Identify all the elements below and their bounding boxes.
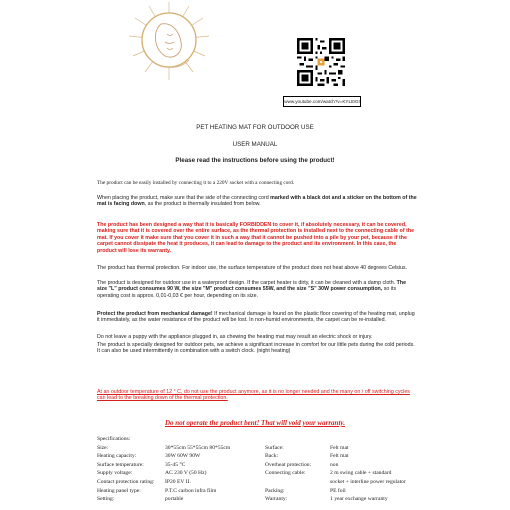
spec-label: Surface temperature: bbox=[97, 461, 144, 468]
spec-label: Warranty: bbox=[265, 496, 288, 503]
spec-value: 30W 60W 90W bbox=[165, 453, 201, 460]
spec-label: Size: bbox=[97, 444, 109, 451]
spec-value: socket + interline power regulator bbox=[330, 478, 406, 485]
spec-value: 1 year exchange warranty bbox=[330, 496, 388, 503]
spec-label: Overheat protection: bbox=[265, 461, 312, 468]
spec-value: IP20 EV II. bbox=[165, 478, 191, 485]
spec-value: AC 230 V (50 Hz) bbox=[165, 470, 207, 477]
spec-label: Connecting cable: bbox=[265, 470, 306, 477]
spec-label: Setting: bbox=[97, 496, 115, 503]
outdoor-use-paragraph: The product is designed for outdoor use in a waterproof design. If the carpet heater is dirty, it can be cleaned with a damp cloth. The size "L" product consumes 90 W, the size "M" product consumes 55W, and the size "S" 30W power consumption, so its operating cost is approx. 0,01-0,03 € per hour, depending on its size. bbox=[97, 280, 407, 299]
document-subtitle: USER MANUAL bbox=[232, 141, 278, 148]
document-title: PET HEATING MAT FOR OUTDOOR USE bbox=[196, 124, 314, 131]
cover-warning-paragraph: The product has been designed a way that it is basically FORBIDDEN to cover it, if absolutely necessary, it can be covered, making sure that it is covered over the entire surface, as the thermal protection is installed next to the connecting cable of the mat. If you cover it make sure that you cover it in such a way that it cannot be pushed into a pile by your pet, because if the carpet cannot dissipate the heat it produces, it can lead to damage to the product and its environment. In this case, the product will lose its warranty. bbox=[97, 222, 415, 254]
spec-label: Heating panel type: bbox=[97, 487, 141, 494]
spec-label: Back: bbox=[265, 453, 279, 460]
spec-value: 35-45 °C bbox=[165, 461, 186, 468]
qr-code bbox=[297, 38, 345, 86]
youtube-url-link[interactable]: www.youtube.com/watch?v=KYLt0GI bbox=[283, 96, 361, 107]
spec-value: portable bbox=[165, 496, 184, 503]
spec-value: Felt mat bbox=[330, 444, 349, 451]
outdoor-pets-paragraph: The product is specially designed for outdoor pets, we achieve a significant increase in comfort for our little pets during the cold periods. It can also be used intermittently in combination with a switch clock. (night heating) bbox=[97, 342, 415, 355]
thermal-protection-paragraph: The product has thermal protection. For indoor use, the surface temperature of the product does not heat above 40 degrees Celsius. bbox=[97, 265, 408, 271]
spec-value: non bbox=[330, 461, 339, 468]
spec-value: PE foil bbox=[330, 487, 346, 494]
specifications-heading: Specifications: bbox=[97, 436, 131, 442]
spec-value: 2 m swing cable + standard bbox=[330, 470, 392, 477]
spec-value: Felt mat bbox=[330, 453, 349, 460]
spec-value: 30*55cm 55*55cm 80*55cm bbox=[165, 444, 231, 451]
outdoor-temperature-warning: At an outdoor temperature of 12 ° C, do not use the product anymore, as it is no longer needed and the many on / off switching cycles can lead to the breaking down of the thermal protection. bbox=[97, 389, 410, 402]
sun-face-logo bbox=[123, 0, 215, 82]
spec-value: P.T.C carbon infra film bbox=[165, 487, 217, 494]
bent-operation-warning: Do not operate the product bent! That will void your warranty. bbox=[164, 419, 345, 427]
mechanical-damage-paragraph: Protect the product from mechanical damage! If mechanical damage is found on the plastic floor covering of the heating mat, unplug it immediately, as the water resistance of the product will be lost. In non-humid environments, the carpet can be re-installed. bbox=[97, 311, 415, 324]
installation-paragraph: The product can be easily installed by connecting it to a 220V socket with a connecting cord. bbox=[97, 180, 295, 186]
spec-label: Surface: bbox=[265, 444, 284, 451]
read-instructions-notice: Please read the instructions before using the product! bbox=[175, 157, 335, 164]
puppy-warning-paragraph: Do not leave a puppy with the appliance plugged in, as chewing the heating mat may result an electric shock or injury. bbox=[97, 334, 373, 340]
placement-paragraph: When placing the product, make sure that the side of the connecting cord marked with a black dot and a sticker on the bottom of the mat is facing down, as the product is thermally insulated from below. bbox=[97, 195, 417, 208]
spec-label: Heating capacity: bbox=[97, 453, 137, 460]
spec-label: Supply voltage: bbox=[97, 470, 133, 477]
spec-label: Packing: bbox=[265, 487, 285, 494]
spec-label: Contact protection rating: bbox=[97, 478, 155, 485]
